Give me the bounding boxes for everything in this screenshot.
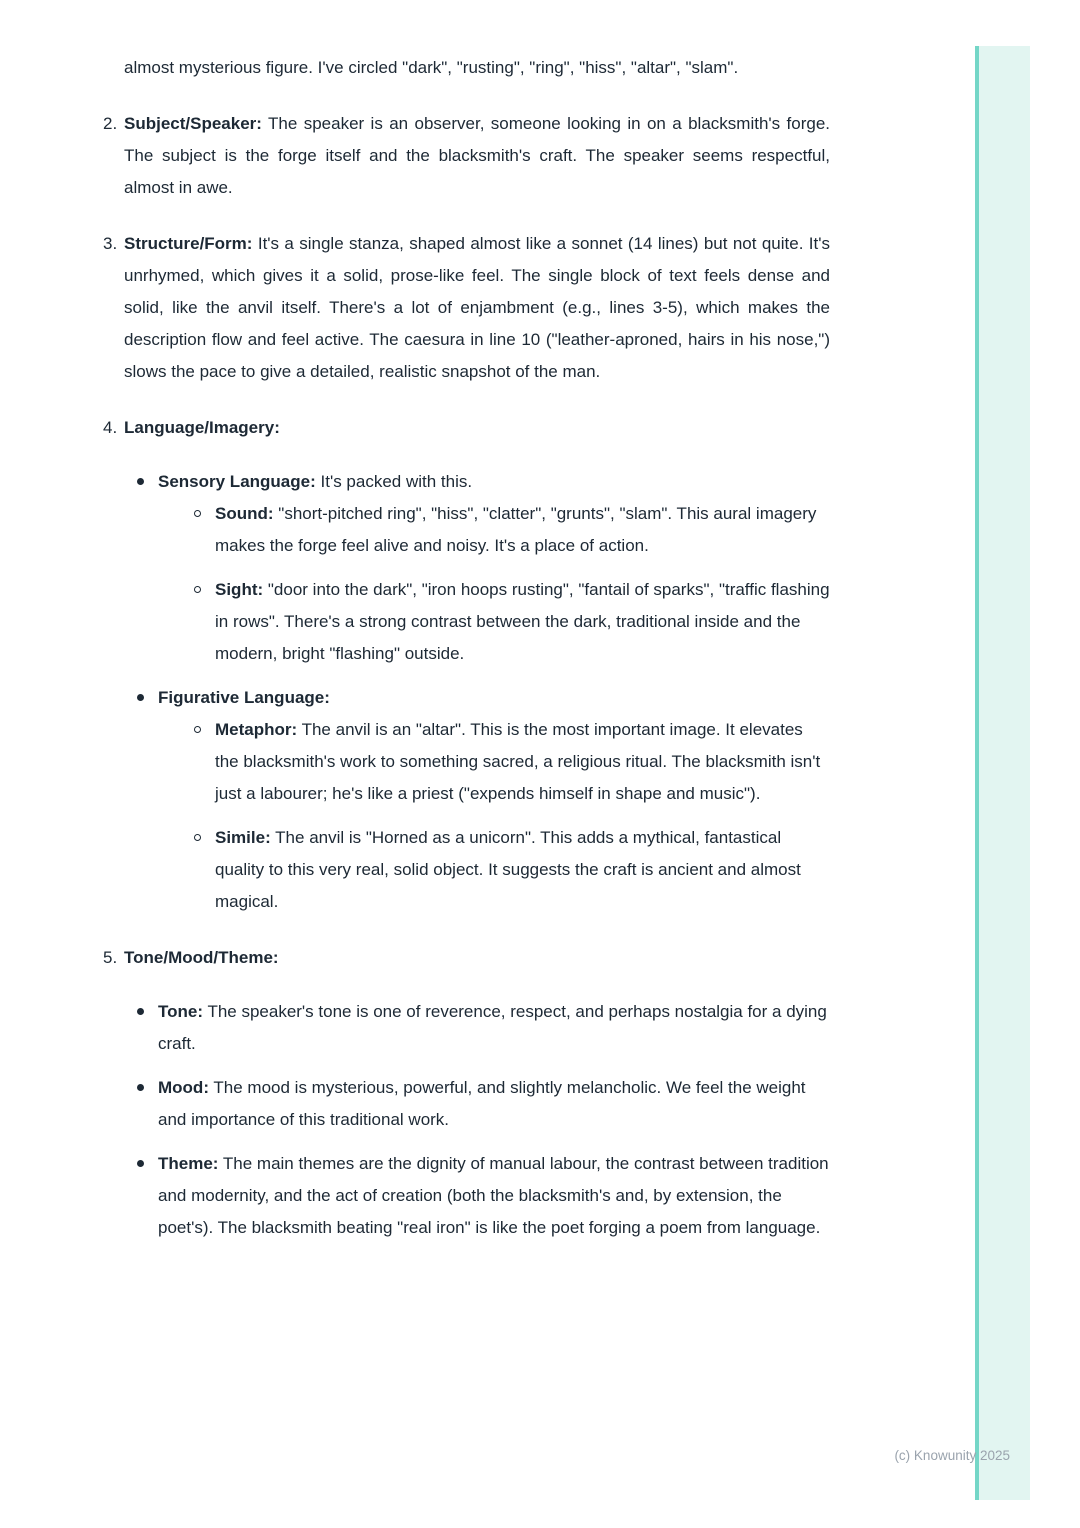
bullet-text: It's packed with this. <box>320 472 473 491</box>
bullet-marker-column <box>190 498 215 562</box>
sub-bullet-text: The anvil is an "altar". This is the most important image. It elevates the blacksmith's work to something sacred, a religious ritual. The blacksmith isn't just a labourer; he's like a priest ("expends himself in shape and music"). <box>215 720 821 803</box>
bullet-label: Tone: <box>158 1002 204 1021</box>
item-paragraph <box>124 228 830 388</box>
item-text: It's a single stanza, shaped almost like a sonnet (14 lines) but not quite. It's unrhymed, which gives it a solid, prose-like feel. The single block of text feels dense and solid, like the anvil itself. There's a lot of enjambment (e.g., lines 3-5), which makes the description flow and feel active. The caesura in line 10 ("leather-aproned, hairs in his nose,") slows the pace to give a detailed, realistic snapshot of the man. <box>124 234 830 381</box>
bullet-text: The speaker's tone is one of reverence, respect, and perhaps nostalgia for a dying craft. <box>158 1002 827 1053</box>
item-heading <box>124 942 830 974</box>
bullet-dot-icon <box>137 694 144 701</box>
item-label: Tone/Mood/Theme: <box>124 948 279 967</box>
bullet-circle-icon <box>194 510 201 517</box>
item-heading <box>124 412 830 444</box>
sub-bullet-label: Metaphor: <box>215 720 298 739</box>
sub-bullet-item-simile <box>190 822 830 918</box>
sub-bullet-item-sound <box>190 498 830 562</box>
sub-bullet-list <box>158 714 830 918</box>
bullet-marker-column <box>190 822 215 918</box>
item-text: The speaker is an observer, someone looking in on a blacksmith's forge. The subject is the forge itself and the blacksmith's craft. The speaker seems respectful, almost in awe. <box>124 114 830 197</box>
bullet-item-mood <box>133 1072 830 1136</box>
bullet-circle-icon <box>194 834 201 841</box>
sub-bullet-item-sight <box>190 574 830 670</box>
bullet-body <box>158 996 830 1060</box>
list-item-body <box>124 412 830 918</box>
sub-bullet-paragraph <box>215 574 830 670</box>
bullet-circle-icon <box>194 726 201 733</box>
bullet-item-sensory-language <box>133 466 830 670</box>
bullet-paragraph <box>158 996 830 1060</box>
sub-bullet-body <box>215 822 830 918</box>
bullet-dot-icon <box>137 1160 144 1167</box>
bullet-marker-column <box>133 466 158 670</box>
item-paragraph <box>124 108 830 204</box>
bullet-paragraph <box>158 1148 830 1244</box>
list-number: 3. <box>103 234 118 253</box>
bullet-paragraph <box>158 1072 830 1136</box>
bullet-marker-column <box>133 682 158 918</box>
sub-bullet-paragraph <box>215 714 830 810</box>
sub-bullet-text: "door into the dark", "iron hoops rusting", "fantail of sparks", "traffic flashing in rows". There's a strong contrast between the dark, traditional inside and the modern, bright "flashing" outside. <box>215 580 830 663</box>
bullet-marker-column <box>133 1148 158 1244</box>
sub-bullet-paragraph <box>215 498 830 562</box>
sub-bullet-list <box>158 498 830 670</box>
list-item-structure-form <box>103 228 830 388</box>
bullet-text: The main themes are the dignity of manual labour, the contrast between tradition and modernity, and the act of creation (both the blacksmith's and, by extension, the poet's). The blacksmith beating "real iron" is like the poet forging a poem from language. <box>158 1154 829 1237</box>
item-label: Structure/Form: <box>124 234 253 253</box>
bullet-item-tone <box>133 996 830 1060</box>
bullet-dot-icon <box>137 1008 144 1015</box>
bullet-body <box>158 1148 830 1244</box>
bullet-label: Sensory Language: <box>158 472 316 491</box>
item-label: Language/Imagery: <box>124 418 280 437</box>
bullet-dot-icon <box>137 1084 144 1091</box>
list-item-language-imagery <box>103 412 830 918</box>
bullet-label: Figurative Language: <box>158 688 330 707</box>
list-number: 2. <box>103 114 118 133</box>
sub-bullet-body <box>215 498 830 562</box>
list-number: 5. <box>103 948 118 967</box>
sub-bullet-text: "short-pitched ring", "hiss", "clatter", "grunts", "slam". This aural imagery makes the forge feel alive and noisy. It's a place of action. <box>215 504 817 555</box>
sub-bullet-body <box>215 574 830 670</box>
bullet-marker-column <box>133 996 158 1060</box>
list-item-body <box>124 228 830 388</box>
page-edge-accent-bar <box>975 46 1030 1500</box>
document-content <box>103 52 830 1244</box>
bullet-marker-column <box>190 574 215 670</box>
item-label: Subject/Speaker: <box>124 114 262 133</box>
bullet-list <box>124 466 830 918</box>
sub-bullet-paragraph <box>215 822 830 918</box>
sub-bullet-label: Sight: <box>215 580 264 599</box>
bullet-body <box>158 466 830 670</box>
bullet-body <box>158 1072 830 1136</box>
bullet-body <box>158 682 830 918</box>
bullet-paragraph <box>158 682 830 714</box>
bullet-dot-icon <box>137 478 144 485</box>
sub-bullet-item-metaphor <box>190 714 830 810</box>
sub-bullet-body <box>215 714 830 810</box>
bullet-item-figurative-language <box>133 682 830 918</box>
list-item-tone-mood-theme <box>103 942 830 1244</box>
bullet-circle-icon <box>194 586 201 593</box>
list-item-body <box>124 942 830 1244</box>
copyright-watermark: (c) Knowunity 2025 <box>894 1448 1010 1463</box>
bullet-paragraph <box>158 466 830 498</box>
sub-bullet-text: The anvil is "Horned as a unicorn". This adds a mythical, fantastical quality to this very real, solid object. It suggests the craft is ancient and almost magical. <box>215 828 801 911</box>
bullet-label: Theme: <box>158 1154 219 1173</box>
bullet-marker-column <box>133 1072 158 1136</box>
bullet-label: Mood: <box>158 1078 209 1097</box>
sub-bullet-label: Sound: <box>215 504 274 523</box>
intro-paragraph: almost mysterious figure. I've circled "dark", "rusting", "ring", "hiss", "altar", "slam". <box>124 58 739 77</box>
bullet-item-theme <box>133 1148 830 1244</box>
list-item-body <box>124 108 830 204</box>
list-number: 4. <box>103 418 118 437</box>
bullet-list <box>124 996 830 1244</box>
bullet-text: The mood is mysterious, powerful, and slightly melancholic. We feel the weight and importance of this traditional work. <box>158 1078 806 1129</box>
list-item-subject-speaker <box>103 108 830 204</box>
bullet-marker-column <box>190 714 215 810</box>
sub-bullet-label: Simile: <box>215 828 271 847</box>
